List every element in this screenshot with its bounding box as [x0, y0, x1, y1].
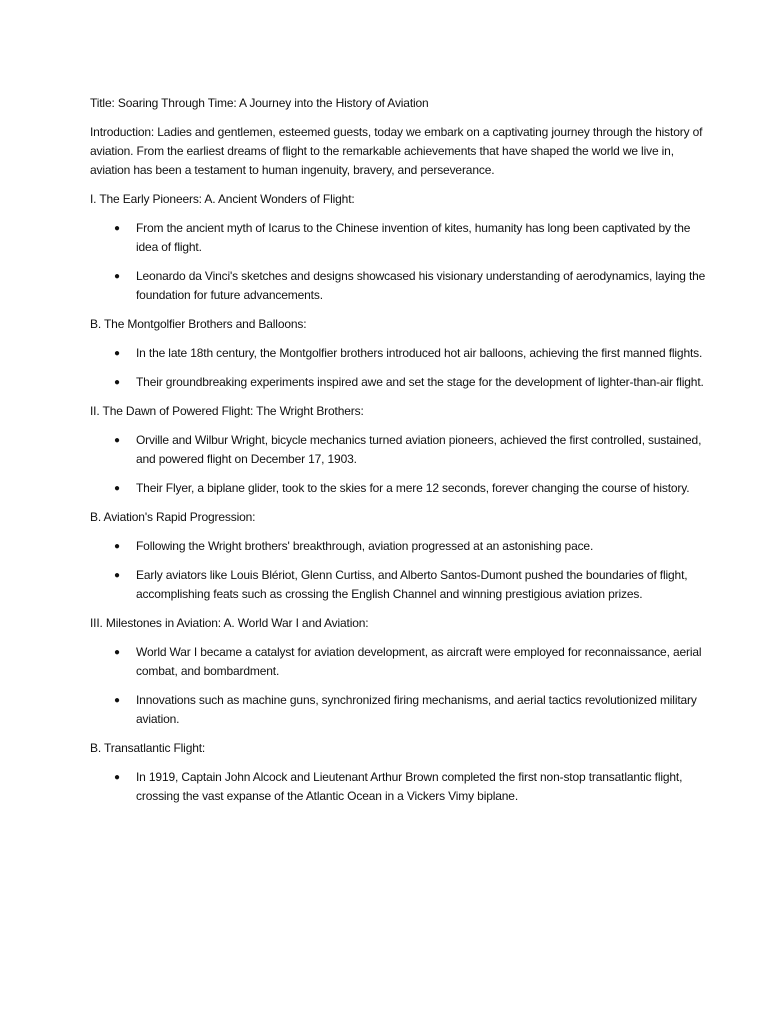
list-item: [90, 768, 708, 806]
list-item-text: Their groundbreaking experiments inspired awe and set the stage for the development of lighter-than-air flight.: [136, 375, 704, 389]
bullet-icon: ●: [114, 348, 120, 359]
bullet-list-world-war-one: [90, 643, 708, 729]
list-item-text: Following the Wright brothers' breakthrough, aviation progressed at an astonishing pace.: [136, 539, 594, 553]
bullet-list-early-pioneers: [90, 219, 708, 305]
list-item-text: Their Flyer, a biplane glider, took to the skies for a mere 12 seconds, forever changing the course of history.: [136, 481, 690, 495]
list-item: [90, 219, 708, 257]
list-item-text: From the ancient myth of Icarus to the Chinese invention of kites, humanity has long been captivated by the idea of flight.: [136, 221, 691, 254]
list-item-text: In 1919, Captain John Alcock and Lieutenant Arthur Brown completed the first non-stop transatlantic flight, crossing the vast expanse of the Atlantic Ocean in a Vickers Vimy biplane.: [136, 770, 683, 803]
bullet-list-montgolfier: [90, 344, 708, 392]
bullet-icon: ●: [114, 271, 120, 282]
list-item-text: Early aviators like Louis Blériot, Glenn Curtiss, and Alberto Santos-Dumont pushed the boundaries of flight, accomplishing feats such as crossing the English Channel and winning prestigious aviation prizes.: [136, 568, 688, 601]
bullet-icon: ●: [114, 647, 120, 658]
bullet-icon: ●: [114, 435, 120, 446]
bullet-list-rapid-progression: [90, 537, 708, 604]
list-item-text: Orville and Wilbur Wright, bicycle mechanics turned aviation pioneers, achieved the first controlled, sustained, and powered flight on December 17, 1903.: [136, 433, 702, 466]
list-item: [90, 344, 708, 363]
list-item: [90, 373, 708, 392]
section-heading-rapid-progression: B. Aviation's Rapid Progression:: [90, 510, 256, 524]
section-heading-early-pioneers: I. The Early Pioneers: A. Ancient Wonders of Flight:: [90, 192, 355, 206]
bullet-icon: ●: [114, 570, 120, 581]
list-item-text: Innovations such as machine guns, synchronized firing mechanisms, and aerial tactics revolutionized military aviation.: [136, 693, 697, 726]
bullet-icon: ●: [114, 223, 120, 234]
bullet-icon: ●: [114, 377, 120, 388]
document-title: Title: Soaring Through Time: A Journey into the History of Aviation: [90, 96, 429, 110]
list-item: [90, 267, 708, 305]
bullet-list-transatlantic: [90, 768, 708, 806]
section-heading-world-war-one: III. Milestones in Aviation: A. World War I and Aviation:: [90, 616, 369, 630]
list-item: [90, 691, 708, 729]
section-heading-powered-flight: II. The Dawn of Powered Flight: The Wright Brothers:: [90, 404, 364, 418]
list-item: [90, 537, 708, 556]
list-item-text: Leonardo da Vinci's sketches and designs showcased his visionary understanding of aerodynamics, laying the foundation for future advancements.: [136, 269, 706, 302]
section-heading-montgolfier: B. The Montgolfier Brothers and Balloons:: [90, 317, 307, 331]
bullet-list-powered-flight: [90, 431, 708, 498]
list-item: [90, 566, 708, 604]
list-item-text: In the late 18th century, the Montgolfier brothers introduced hot air balloons, achieving the first manned flights.: [136, 346, 703, 360]
introduction-paragraph: Introduction: Ladies and gentlemen, esteemed guests, today we embark on a captivating journey through the history of aviation. From the earliest dreams of flight to the remarkable achievements that have shaped the world we live in, aviation has been a testament to human ingenuity, bravery, and perseverance.: [90, 125, 703, 177]
list-item: [90, 431, 708, 469]
list-item-text: World War I became a catalyst for aviation development, as aircraft were employed for reconnaissance, aerial combat, and bombardment.: [136, 645, 702, 678]
list-item: [90, 479, 708, 498]
section-heading-transatlantic: B. Transatlantic Flight:: [90, 741, 206, 755]
list-item: [90, 643, 708, 681]
bullet-icon: ●: [114, 695, 120, 706]
bullet-icon: ●: [114, 483, 120, 494]
bullet-icon: ●: [114, 541, 120, 552]
bullet-icon: ●: [114, 772, 120, 783]
